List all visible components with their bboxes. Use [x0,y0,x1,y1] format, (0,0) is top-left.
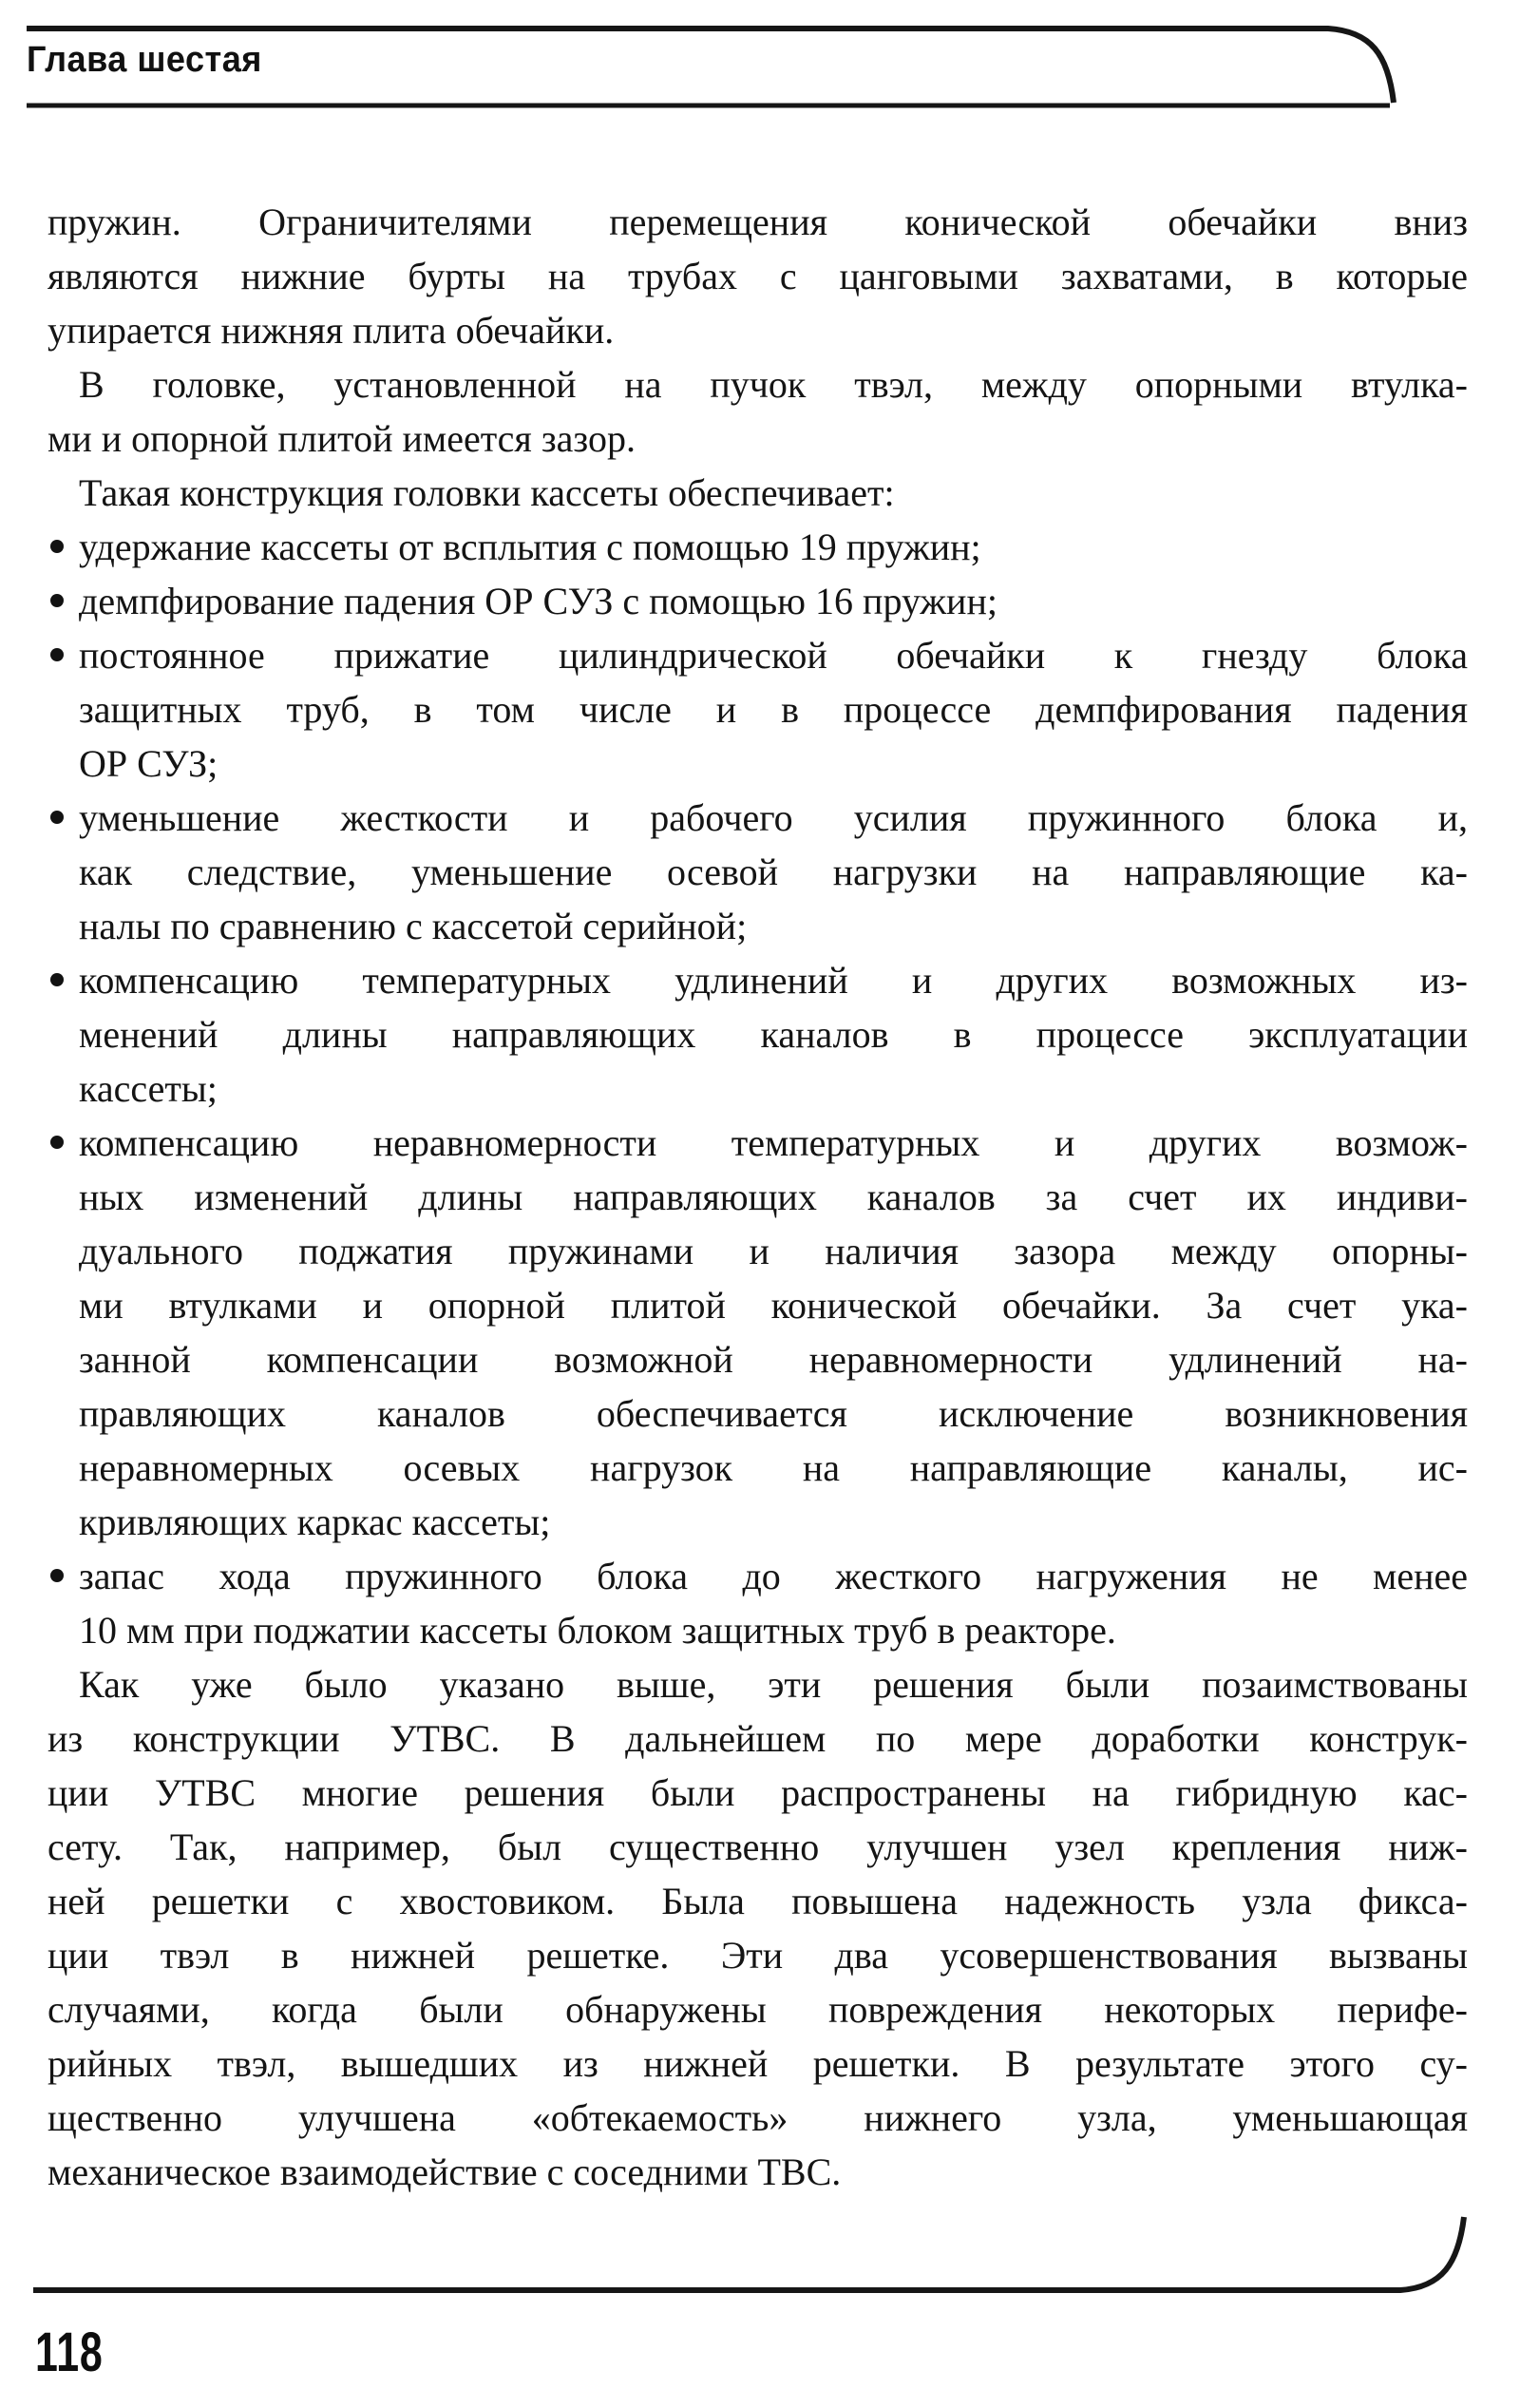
text-line: сету. Так, например, был существенно улучшен узел крепления ниж- [48,1825,1468,1868]
text-line: Как уже было указано выше, эти решения были позаимствованы [79,1663,1468,1706]
text-line: кривляющих каркас кассеты; [79,1500,551,1543]
page-body-text [48,195,1468,2199]
text-line: неравномерных осевых нагрузок на направляющие каналы, ис- [79,1446,1468,1489]
text-line: ней решетки с хвостовиком. Была повышена надежность узла фикса- [48,1880,1468,1922]
bullet-icon [50,1136,64,1149]
text-line: дуального поджатия пружинами и наличия зазора между опорны- [79,1230,1468,1272]
bullet-list-line: демпфирование падения ОР СУЗ с помощью 16 пружин; [48,574,1468,628]
text-line: рийных твэл, вышедших из нижней решетки. В результате этого су- [48,2042,1468,2085]
bullet-icon [50,540,64,553]
bullet-list-line: компенсацию температурных удлинений и других возможных из- [48,953,1468,1007]
text-line: механическое взаимодействие с соседними ТВС. [48,2150,842,2193]
text-line: 10 мм при поджатии кассеты блоком защитных труб в реакторе. [79,1609,1116,1652]
footer-rule [33,2217,1464,2290]
bullet-icon [50,973,64,986]
bullet-list-line: уменьшение жесткости и рабочего усилия пружинного блока и, [48,791,1468,845]
text-line: менений длины направляющих каналов в процессе эксплуатации [79,1013,1468,1056]
text-line: Такая конструкция головки кассеты обеспечивает: [79,471,895,514]
bullet-icon [50,648,64,661]
text-line: защитных труб, в том числе и в процессе демпфирования падения [79,688,1468,731]
text-line: из конструкции УТВС. В дальнейшем по мере доработки конструк- [48,1717,1468,1760]
bullet-list-line: удержание кассеты от всплытия с помощью 19 пружин; [48,520,1468,574]
bullet-list-line: запас хода пружинного блока до жесткого нагружения не менее [48,1549,1468,1603]
text-line: налы по сравнению с кассетой серийной; [79,905,748,947]
text-line: щественно улучшена «обтекаемость» нижнего узла, уменьшающая [48,2096,1468,2139]
text-line: ных изменений длины направляющих каналов за счет их индиви- [79,1175,1468,1218]
chapter-heading: Глава шестая [27,40,262,80]
text-line: пружин. Ограничителями перемещения конической обечайки вниз [48,201,1468,243]
text-line: кассеты; [79,1067,218,1110]
bullet-icon [50,811,64,824]
text-line: являются нижние бурты на трубах с цанговыми захватами, в которые [48,255,1468,297]
text-line: ми и опорной плитой имеется зазор. [48,417,636,460]
text-line: ции твэл в нижней решетке. Эти два усовершенствования вызваны [48,1934,1468,1977]
text-line: случаями, когда были обнаружены повреждения некоторых перифе- [48,1988,1468,2031]
text-line: как следствие, уменьшение осевой нагрузки на направляющие ка- [79,850,1468,893]
text-line: упирается нижняя плита обечайки. [48,309,615,352]
bullet-list-line: компенсацию неравномерности температурных и других возмож- [48,1116,1468,1170]
text-line: В головке, установленной на пучок твэл, между опорными втулка- [79,363,1468,406]
text-line: ми втулками и опорной плитой конической обечайки. За счет ука- [79,1284,1468,1327]
text-line: правляющих каналов обеспечивается исключение возникновения [79,1392,1468,1435]
text-line: занной компенсации возможной неравномерности удлинений на- [79,1338,1468,1381]
text-line: ции УТВС многие решения были распространены на гибридную кас- [48,1771,1468,1814]
bullet-icon [50,594,64,607]
bullet-icon [50,1569,64,1582]
footer-rule-decoration [0,2205,1520,2309]
bullet-list-line: постоянное прижатие цилиндрической обечайки к гнезду блока [48,628,1468,682]
page-number: 118 [35,2322,104,2383]
text-line: ОР СУЗ; [79,742,218,785]
